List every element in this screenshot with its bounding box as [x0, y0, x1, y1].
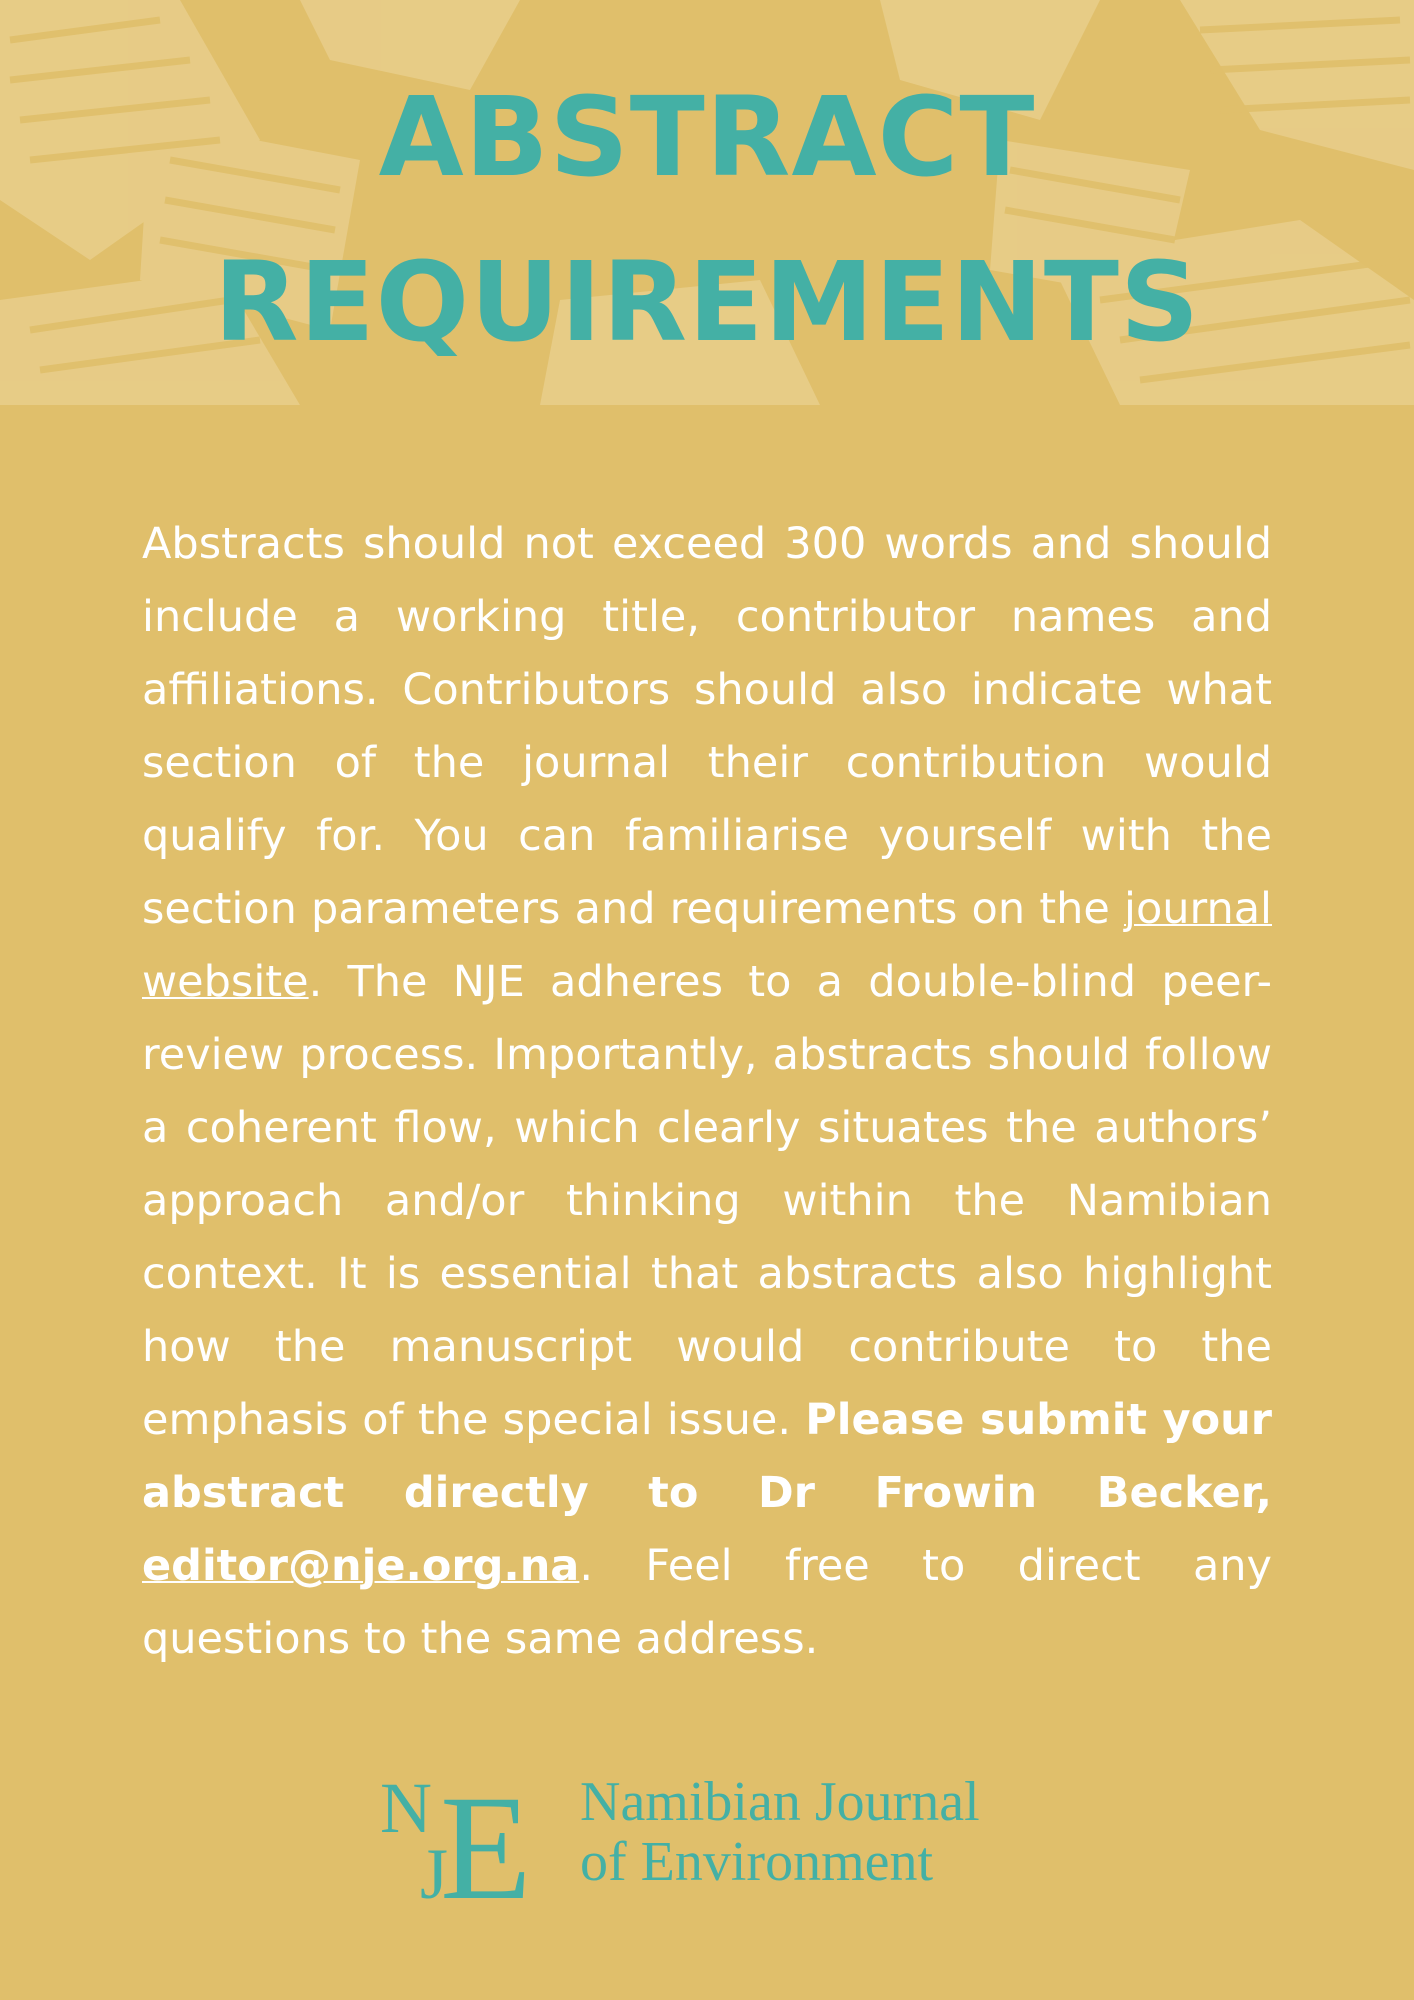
- paragraph-text-2: . The NJE adheres to a double-blind peer-review process. Importantly, abstracts should follow a coherent flow, which clearly situates the authors’ approach and/or thinking within the Namibian context. It is essential that abstracts also highlight how the manuscript would contribute to the emphasis of the special issue.: [142, 957, 1272, 1445]
- logo-line-2: of Environment: [580, 1831, 934, 1893]
- header-banner: [0, 0, 1414, 405]
- svg-text:N: N: [380, 1770, 432, 1848]
- svg-text:J: J: [420, 1834, 449, 1910]
- journal-website-link[interactable]: journal website: [142, 884, 1272, 1007]
- paragraph-text-1: Abstracts should not exceed 300 words and should include a working title, contributor names and affiliations. Contributors should also indicate what section of the journal their contribution would qualify for. You can familiarise yourself with the section parameters and requirements on the: [142, 519, 1272, 934]
- nje-logo: [380, 1770, 1040, 1910]
- title-line-1: ABSTRACT: [378, 73, 1036, 201]
- title-line-2: REQUIREMENTS: [213, 238, 1201, 366]
- paragraph-text-3: . Feel free to direct any questions to the same address.: [142, 1541, 1272, 1664]
- logo-line-1: Namibian Journal: [580, 1771, 980, 1833]
- editor-email-link[interactable]: editor@nje.org.na: [142, 1541, 580, 1591]
- submit-text: Please submit your abstract directly to Dr Frowin Becker,: [142, 1395, 1272, 1518]
- logo-wordmark: [580, 1772, 1040, 1892]
- abstract-requirements-paragraph: [142, 508, 1272, 1676]
- page-title: [0, 55, 1414, 385]
- nje-logo-mark: [380, 1770, 560, 1910]
- svg-text:E: E: [440, 1770, 532, 1910]
